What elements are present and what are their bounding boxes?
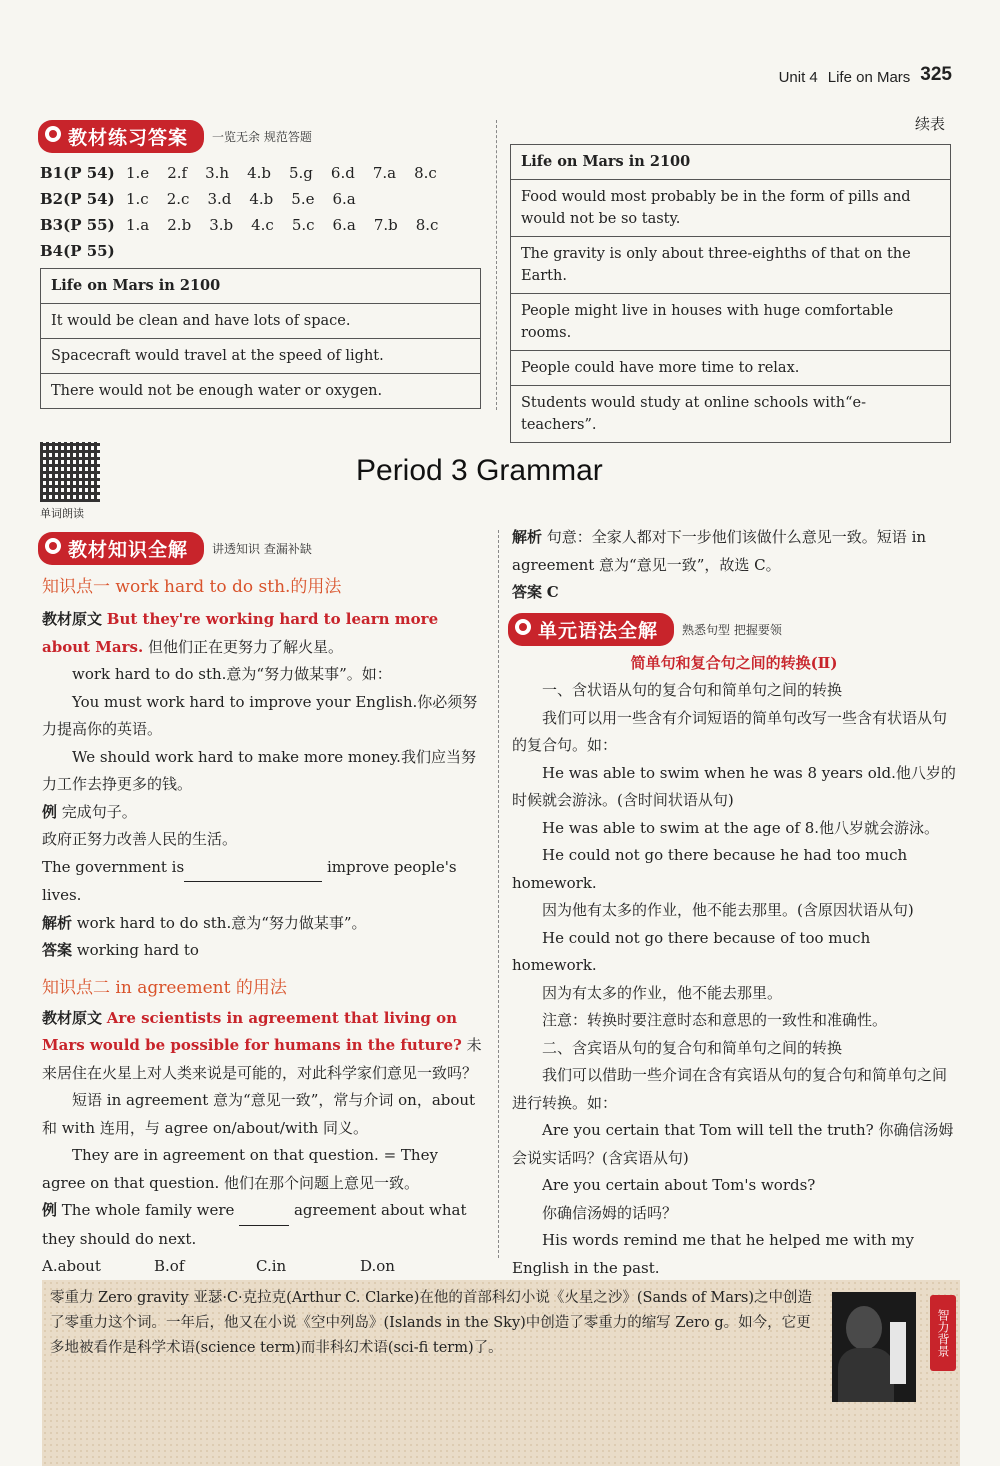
answer-rows bbox=[40, 160, 456, 264]
page-number: 325 bbox=[920, 64, 952, 85]
page-header bbox=[779, 64, 952, 86]
right-answer: 答案 C bbox=[512, 583, 559, 601]
grammar-line: He could not go there because he had too much homework. bbox=[512, 846, 908, 892]
clarke-photo bbox=[832, 1292, 916, 1402]
grammar-title: 简单句和复合句之间的转换(Ⅱ) bbox=[630, 653, 838, 672]
unit-label: Unit 4 bbox=[778, 69, 818, 86]
grammar-line: 一、含状语从句的复合句和简单句之间的转换 bbox=[542, 681, 843, 699]
grammar-line: 你确信汤姆的话吗？ bbox=[542, 1203, 678, 1222]
answer-row: B1(P 54) 1.e 2.f 3.h 4.b 5.g 6.d 7.a 8.c bbox=[40, 164, 437, 182]
grammar-line: 我们可以借助一些介词在含有宾语从句的复合句和简单句之间进行转换。如： bbox=[512, 1066, 948, 1112]
continued-label: 续表 bbox=[915, 115, 946, 133]
option-item[interactable]: D.on bbox=[360, 1257, 395, 1275]
grammar-line: Are you certain that Tom will tell the truth? 你确信汤姆会说实话吗？(含宾语从句) bbox=[512, 1121, 954, 1167]
blank-field[interactable] bbox=[184, 854, 322, 883]
banner-bullet-icon bbox=[45, 126, 61, 142]
grammar-line: 因为有太多的作业，他不能去那里。 bbox=[542, 983, 783, 1002]
grammar-banner-title: 单元语法全解 bbox=[508, 613, 674, 646]
kp2-line: 短语 in agreement 意为“意见一致”，常与介词 on，about 和 with 连用，与 agree on/about/with 同义。 bbox=[42, 1091, 476, 1137]
kp2-options bbox=[42, 1253, 484, 1281]
grammar-banner bbox=[508, 613, 956, 646]
kp1-line: work hard to do sth.意为“努力做某事”。如： bbox=[72, 665, 392, 683]
column-divider bbox=[498, 530, 499, 1258]
qr-label: 单词朗读 bbox=[40, 507, 84, 520]
table-row: It would be clean and have lots of space. bbox=[41, 304, 481, 339]
kp1-line: We should work hard to make more money.我们应当努力工作去挣更多的钱。 bbox=[42, 747, 476, 793]
banner-bullet-icon bbox=[515, 619, 531, 635]
banner-bullet-icon bbox=[45, 538, 61, 554]
table-row: Spacecraft would travel at the speed of light. bbox=[41, 339, 481, 374]
grammar-line: 因为他有太多的作业，他不能去那里。(含原因状语从句) bbox=[542, 901, 914, 919]
table-row: There would not be enough water or oxygen. bbox=[41, 374, 481, 409]
footer-text: 零重力 Zero gravity 亚瑟·C·克拉克(Arthur C. Clarke)在他的首部科幻小说《火星之沙》(Sands of Mars)之中创造了零重力这个词。一年后，他又在小说《空中列岛》(Islands in the Sky)中创造了零重力的缩写 Zero g。如今，它更多地被看作是科学术语(science term)而非科幻术语(sci-fi term)了。 bbox=[50, 1290, 813, 1356]
knowledge-banner-title: 教材知识全解 bbox=[38, 532, 204, 565]
right-mars-table bbox=[510, 144, 951, 443]
answers-banner bbox=[38, 120, 312, 153]
right-analysis: 解析 句意：全家人都对下一步他们该做什么意见一致。短语 in agreement 意为“意见一致”，故选 C。 bbox=[512, 528, 927, 574]
kp1-example-cn: 政府正努力改善人民的生活。 bbox=[42, 830, 238, 848]
option-item[interactable]: C.in bbox=[256, 1257, 287, 1275]
kp1-example: 例 完成句子。 bbox=[42, 802, 137, 821]
unit-title: Life on Mars bbox=[827, 69, 911, 86]
table-row: The gravity is only about three-eighths of that on the Earth. bbox=[511, 237, 951, 294]
right-column bbox=[512, 524, 956, 1282]
column-divider bbox=[496, 120, 497, 410]
period-title: Period 3 Grammar bbox=[356, 454, 603, 487]
left-column bbox=[42, 572, 484, 1281]
footer-tag: 智力背景 bbox=[930, 1295, 956, 1371]
grammar-line: 二、含宾语从句的复合句和简单句之间的转换 bbox=[542, 1038, 843, 1057]
blank-field[interactable] bbox=[239, 1197, 289, 1226]
grammar-line: He was able to swim at the age of 8.他八岁就会游泳。 bbox=[542, 818, 940, 837]
knowledge-banner bbox=[38, 532, 312, 565]
kp2-source: 教材原文 Are scientists in agreement that living on Mars would be possible for humans in the future? 未来居住在火星上对人类来说是可能的，对此科学家们意见一致吗？ bbox=[42, 1008, 482, 1082]
kp2-line: They are in agreement on that question. = They agree on that question. 他们在那个问题上意见一致。 bbox=[42, 1146, 438, 1192]
table-header: Life on Mars in 2100 bbox=[511, 145, 951, 180]
grammar-line: He could not go there because of too much homework. bbox=[512, 928, 871, 974]
qr-code-icon[interactable] bbox=[40, 442, 100, 502]
answers-banner-sub: 一览无余 规范答题 bbox=[212, 130, 312, 144]
kp1-source: 教材原文 But they're working hard to learn more about Mars. 但他们正在更努力了解火星。 bbox=[42, 610, 439, 656]
table-row: Students would study at online schools with“e-teachers”. bbox=[511, 386, 951, 443]
grammar-line: His words remind me that he helped me with my English in the past. bbox=[512, 1231, 914, 1277]
answer-row: B3(P 55) 1.a 2.b 3.b 4.c 5.c 6.a 7.b 8.c bbox=[40, 216, 439, 234]
answers-banner-title: 教材练习答案 bbox=[38, 120, 204, 153]
table-header: Life on Mars in 2100 bbox=[41, 269, 481, 304]
answer-row: B4(P 55) bbox=[40, 242, 115, 260]
kp1-answer: 答案 working hard to bbox=[42, 941, 199, 959]
table-row: People could have more time to relax. bbox=[511, 351, 951, 386]
table-row: Food would most probably be in the form of pills and would not be so tasty. bbox=[511, 180, 951, 237]
option-item[interactable]: B.of bbox=[154, 1257, 185, 1275]
knowledge-banner-sub: 讲透知识 查漏补缺 bbox=[212, 542, 312, 556]
kp1-line: You must work hard to improve your English.你必须努力提高你的英语。 bbox=[42, 692, 478, 738]
grammar-line: He was able to swim when he was 8 years old.他八岁的时候就会游泳。(含时间状语从句) bbox=[512, 763, 956, 809]
kp1-example-en: The government is improve people's lives. bbox=[42, 854, 484, 910]
grammar-banner-sub: 熟悉句型 把握要领 bbox=[682, 622, 782, 637]
grammar-line: Are you certain about Tom's words? bbox=[542, 1176, 816, 1194]
grammar-line: 注意：转换时要注意时态和意思的一致性和准确性。 bbox=[542, 1011, 888, 1029]
grammar-line: 我们可以用一些含有介词短语的简单句改写一些含有状语从句的复合句。如： bbox=[512, 708, 948, 754]
table-row: People might live in houses with huge comfortable rooms. bbox=[511, 294, 951, 351]
kp2-title: 知识点二 in agreement 的用法 bbox=[42, 977, 287, 998]
kp1-analysis: 解析 work hard to do sth.意为“努力做某事”。 bbox=[42, 913, 367, 932]
kp2-example: 例 The whole family were agreement about what they should do next. bbox=[42, 1197, 484, 1253]
option-item[interactable]: A.about bbox=[42, 1257, 101, 1275]
answer-row: B2(P 54) 1.c 2.c 3.d 4.b 5.e 6.a bbox=[40, 190, 356, 208]
left-mars-table bbox=[40, 268, 481, 409]
kp1-title: 知识点一 work hard to do sth.的用法 bbox=[42, 577, 342, 597]
